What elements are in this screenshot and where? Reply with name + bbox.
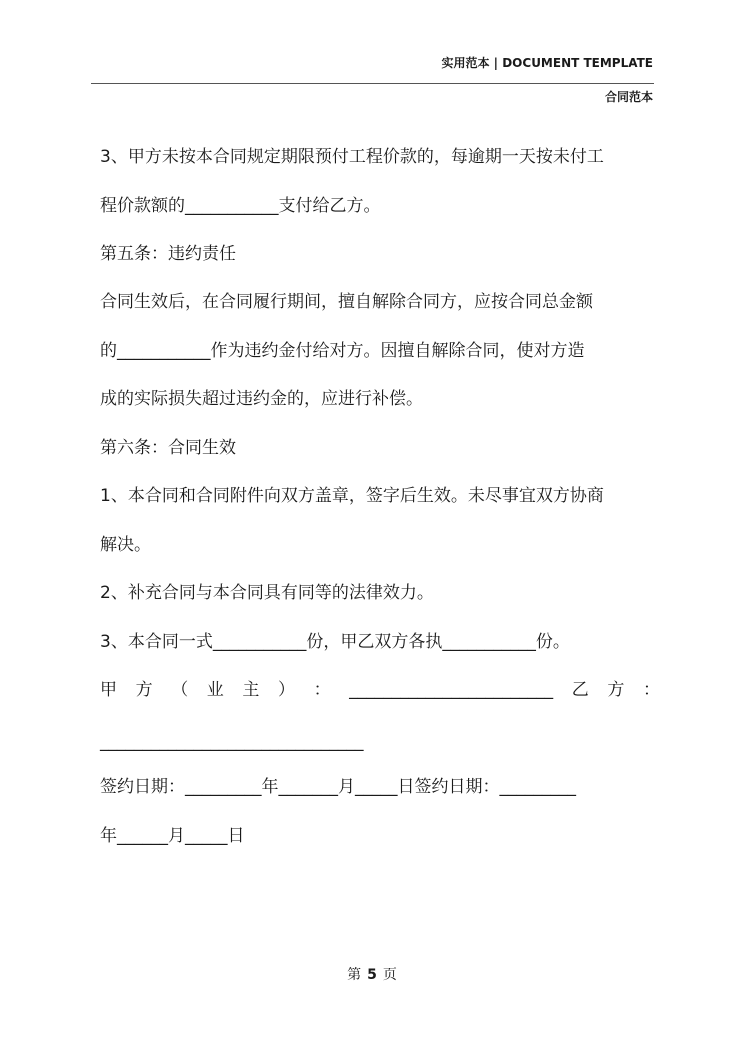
- party-a-char: （: [171, 680, 189, 700]
- clause-line-6: 成的实际损失超过违约金的，应进行补偿。: [100, 389, 423, 409]
- party-b-char: ：: [642, 680, 660, 700]
- party-a-char: ：: [313, 680, 331, 700]
- party-b-blank-line: _______________________________: [100, 732, 364, 752]
- party-a-signature-line: [100, 680, 660, 700]
- party-a-char: 主: [242, 680, 260, 700]
- clause-line-10: 2、补充合同与本合同具有同等的法律效力。: [100, 583, 434, 603]
- clause-line-5: 的___________作为违约金付给对方。因擅自解除合同，使对方造: [100, 341, 585, 361]
- clause-line-9: 解决。: [100, 535, 151, 555]
- signing-date-line-2: 年______月_____日: [100, 826, 245, 846]
- page-suffix: 页: [382, 967, 397, 983]
- party-b-char: 方: [607, 680, 625, 700]
- signing-date-line: 签约日期：_________年_______月_____日签约日期：_________: [100, 777, 576, 797]
- page-number-value: 5: [367, 967, 377, 983]
- section-heading-5: 第五条：违约责任: [100, 244, 236, 264]
- clause-line-1: 3、甲方未按本合同规定期限预付工程价款的，每逾期一天按未付工: [100, 147, 604, 167]
- page-number: [0, 964, 744, 984]
- header-divider: [91, 83, 654, 84]
- party-a-char: 业: [206, 680, 224, 700]
- header-subtitle: 合同范本: [604, 90, 653, 104]
- header-title: 实用范本 | DOCUMENT TEMPLATE: [441, 56, 653, 70]
- party-a-char: 方: [135, 680, 153, 700]
- party-a-char: ）: [277, 680, 295, 700]
- clause-line-4: 合同生效后，在合同履行期间，擅自解除合同方，应按合同总金额: [100, 292, 593, 312]
- party-a-blank: ________________________: [349, 680, 554, 700]
- party-a-char: 甲: [100, 680, 117, 700]
- clause-line-8: 1、本合同和合同附件向双方盖章，签字后生效。未尽事宜双方协商: [100, 486, 604, 506]
- clause-line-2: 程价款额的___________支付给乙方。: [100, 196, 381, 216]
- clause-line-11: 3、本合同一式___________份，甲乙双方各执___________份。: [100, 632, 570, 652]
- section-heading-6: 第六条：合同生效: [100, 438, 236, 458]
- page-prefix: 第: [347, 967, 362, 983]
- party-b-char: 乙: [571, 680, 589, 700]
